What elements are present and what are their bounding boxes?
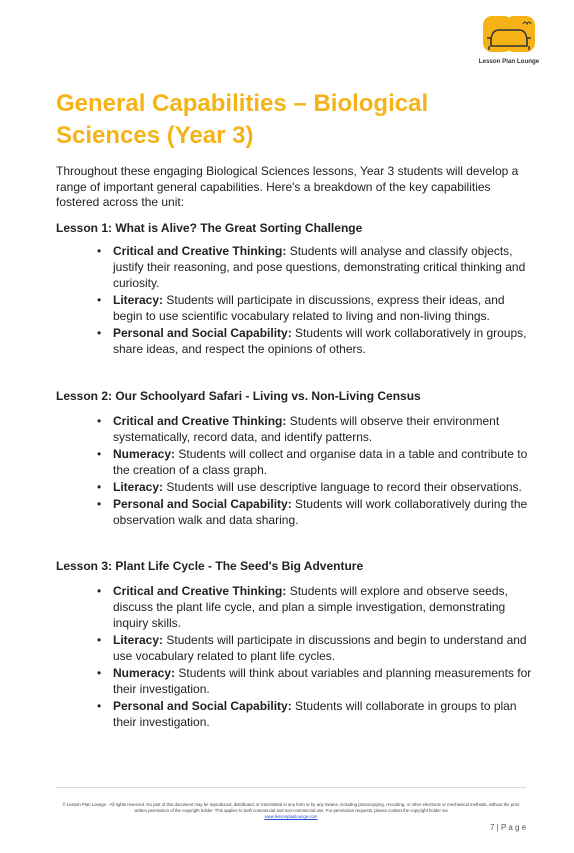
intro-paragraph: Throughout these engaging Biological Sciences lessons, Year 3 students will develop a range of important general capabilities. Here's a breakdown of the key capabilities fostered across the unit: [56,164,519,209]
lesson-1-capabilities [97,243,537,358]
logo [476,14,542,65]
lesson-3-heading: Lesson 3: Plant Life Cycle - The Seed's Big Adventure [56,559,364,573]
bullet-icon: • [97,633,102,647]
list-item: • Personal and Social Capability: Students will work collaboratively during the observation walk and data sharing. [97,497,528,527]
list-item: • Critical and Creative Thinking: Students will analyse and classify objects, justify their reasoning, and pose questions, demonstrating critical thinking and curiosity. [97,244,526,290]
logo-text: Lesson Plan Lounge [478,58,540,65]
list-item: • Numeracy: Students will collect and organise data in a table and contribute to the creation of a class graph. [97,447,528,477]
lesson-3-capabilities [97,583,537,731]
page-number: 7 | P a g e [490,823,527,832]
bullet-icon: • [97,666,102,680]
list-item: • Personal and Social Capability: Students will work collaboratively in groups, share ideas, and respect the opinions of others. [97,326,527,356]
list-item: • Personal and Social Capability: Students will collaborate in groups to plan their investigation. [97,699,517,729]
copyright-text: © Lesson Plan Lounge - All rights reserved. No part of this document may be reproduced, distributed, or transmitted in any form or by any means, including photocopying, recording, or other electronic or mechanical methods, without the prior written permission of the copyright holder. This applies to both commercial and non-commercial use. For permission requests, please contact the copyright holder via [62,802,520,813]
website-link[interactable]: www.lessonplanlounge.com [264,814,318,819]
bullet-icon: • [97,480,102,494]
bullet-icon: • [97,447,102,461]
lesson-2-heading: Lesson 2: Our Schoolyard Safari - Living vs. Non-Living Census [56,389,421,403]
lounge-chair-icon [479,14,539,56]
bullet-icon: • [97,699,102,713]
list-item: • Critical and Creative Thinking: Students will observe their environment systematically, record data, and identify patterns. [97,414,500,444]
footer-copyright [56,802,526,820]
lesson-1-heading: Lesson 1: What is Alive? The Great Sorting Challenge [56,221,363,235]
bullet-icon: • [97,414,102,428]
bullet-icon: • [97,584,102,598]
list-item: • Literacy: Students will use descriptive language to record their observations. [97,480,522,494]
page-title: General Capabilities – Biological Sciences (Year 3) [56,90,429,149]
bullet-icon: • [97,326,102,340]
bullet-icon: • [97,293,102,307]
list-item: • Numeracy: Students will think about variables and planning measurements for their investigation. [97,666,532,696]
lesson-2-capabilities [97,413,537,529]
list-item: • Critical and Creative Thinking: Students will explore and observe seeds, discuss the plant life cycle, and plan a simple investigation, demonstrating inquiry skills. [97,584,508,630]
bullet-icon: • [97,244,102,258]
bullet-icon: • [97,497,102,511]
footer-divider [56,787,526,788]
list-item: • Literacy: Students will participate in discussions, express their ideas, and begin to use scientific vocabulary related to living and non-living things. [97,293,505,323]
list-item: • Literacy: Students will participate in discussions and begin to understand and use vocabulary related to plant life cycles. [97,633,527,663]
